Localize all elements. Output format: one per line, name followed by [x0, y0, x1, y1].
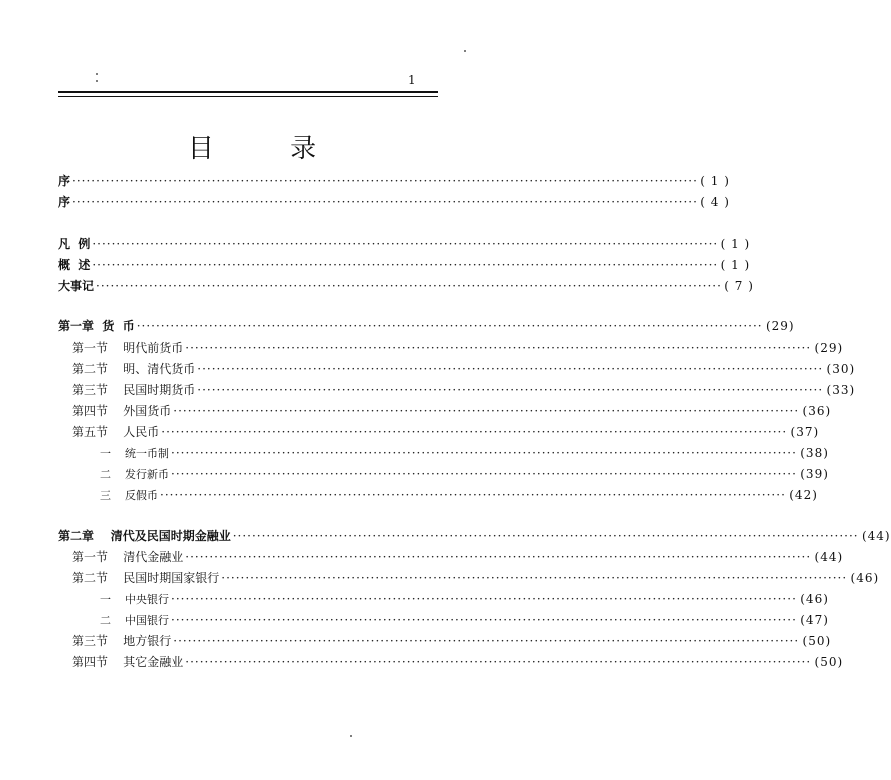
leader-dots: ··································································································································	[185, 341, 812, 355]
toc-entry-label: 第一章 货 币	[58, 319, 135, 333]
toc-subsection	[100, 610, 829, 630]
leader-dots: ··································································································································	[185, 550, 812, 564]
toc-entry-label: 第二节 民国时期国家银行	[72, 571, 220, 585]
page-title: 目 录	[187, 134, 351, 164]
toc-entry	[58, 171, 730, 191]
toc-entry-page: (44)	[861, 529, 891, 543]
leader-dots: ··································································································································	[232, 529, 859, 543]
toc-subsection	[100, 485, 818, 505]
toc-entry-label: 一 中央银行	[100, 593, 169, 606]
toc-entry-page: ( 1 )	[700, 174, 730, 188]
toc-entry-label: 二 中国银行	[100, 614, 169, 627]
toc-entry-page: ( 1 )	[720, 237, 751, 251]
leader-dots: ··································································································································	[171, 592, 797, 606]
leader-dots: ··································································································································	[173, 404, 800, 418]
toc-entry-label: 第一节 明代前货币	[72, 341, 184, 355]
leader-dots: ··································································································································	[171, 446, 797, 460]
toc-entry-page: (47)	[800, 613, 829, 627]
scan-speck	[96, 73, 98, 75]
toc-section	[72, 652, 844, 672]
toc-entry-page: (38)	[800, 446, 829, 460]
toc-chapter	[58, 526, 891, 546]
leader-dots: ··································································································································	[92, 237, 719, 251]
toc-subsection	[100, 443, 829, 463]
leader-dots: ··································································································································	[72, 174, 698, 188]
toc-entry-label: 第四节 外国货币	[72, 404, 172, 418]
leader-dots: ··································································································································	[160, 488, 786, 502]
page-number: 1	[408, 73, 416, 87]
leader-dots: ··································································································································	[136, 319, 763, 333]
leader-dots: ··································································································································	[161, 425, 788, 439]
leader-dots: ··································································································································	[173, 634, 800, 648]
toc-entry-label: 第一节 清代金融业	[72, 550, 184, 564]
toc-entry-page: (36)	[802, 404, 832, 418]
toc-entry	[58, 234, 751, 254]
toc-section	[72, 359, 856, 379]
toc-entry-page: (39)	[800, 467, 829, 481]
toc-entry-page: (44)	[814, 550, 844, 564]
toc-entry-page: ( 1 )	[720, 258, 751, 272]
toc-entry-label: 大事记	[58, 279, 95, 293]
toc-entry-page: (46)	[850, 571, 880, 585]
toc-entry-page: ( 4 )	[700, 195, 730, 209]
toc-section	[72, 547, 844, 567]
toc-section	[72, 422, 820, 442]
toc-subsection	[100, 589, 829, 609]
leader-dots: ··································································································································	[185, 655, 812, 669]
leader-dots: ··································································································································	[171, 467, 797, 481]
scan-speck	[350, 735, 352, 737]
toc-entry-label: 第五节 人民币	[72, 425, 160, 439]
toc-entry-page: (29)	[765, 319, 795, 333]
scan-speck	[464, 50, 466, 52]
toc-entry-page: (30)	[826, 362, 856, 376]
toc-section	[72, 338, 844, 358]
leader-dots: ··································································································································	[197, 383, 824, 397]
toc-entry	[58, 276, 754, 296]
toc-entry-label: 序	[58, 195, 71, 209]
scan-speck	[96, 80, 98, 82]
toc-subsection	[100, 464, 829, 484]
toc-entry-page: ( 7 )	[724, 279, 754, 293]
toc-entry-label: 第四节 其它金融业	[72, 655, 184, 669]
toc-entry-page: (29)	[814, 341, 844, 355]
toc-entry-page: (42)	[789, 488, 818, 502]
toc-entry-label: 三 反假币	[100, 489, 158, 502]
toc-entry	[58, 255, 751, 275]
toc-entry-page: (50)	[814, 655, 844, 669]
toc-entry-label: 概 述	[58, 258, 91, 272]
toc-entry-label: 第三节 民国时期货币	[72, 383, 196, 397]
toc-entry-page: (37)	[790, 425, 820, 439]
leader-dots: ··································································································································	[197, 362, 824, 376]
leader-dots: ··································································································································	[72, 195, 698, 209]
toc-entry-label: 第二节 明、清代货币	[72, 362, 196, 376]
toc-entry-page: (46)	[800, 592, 829, 606]
toc-entry-page: (50)	[802, 634, 832, 648]
toc-section	[72, 631, 832, 651]
leader-dots: ··································································································································	[171, 613, 797, 627]
toc-section	[72, 568, 880, 588]
toc-entry-label: 一 统一币制	[100, 447, 169, 460]
toc-entry-page: (33)	[826, 383, 856, 397]
toc-entry	[58, 192, 730, 212]
leader-dots: ··································································································································	[221, 571, 848, 585]
toc-entry-label: 第二章 清代及民国时期金融业	[58, 529, 231, 543]
toc-entry-label: 第三节 地方银行	[72, 634, 172, 648]
toc-entry-label: 序	[58, 174, 71, 188]
toc-section	[72, 380, 856, 400]
toc-entry-label: 凡 例	[58, 237, 91, 251]
toc-chapter	[58, 316, 795, 336]
toc-section	[72, 401, 832, 421]
toc-entry-label: 二 发行新币	[100, 468, 169, 481]
leader-dots: ··································································································································	[92, 258, 719, 272]
leader-dots: ··································································································································	[96, 279, 722, 293]
